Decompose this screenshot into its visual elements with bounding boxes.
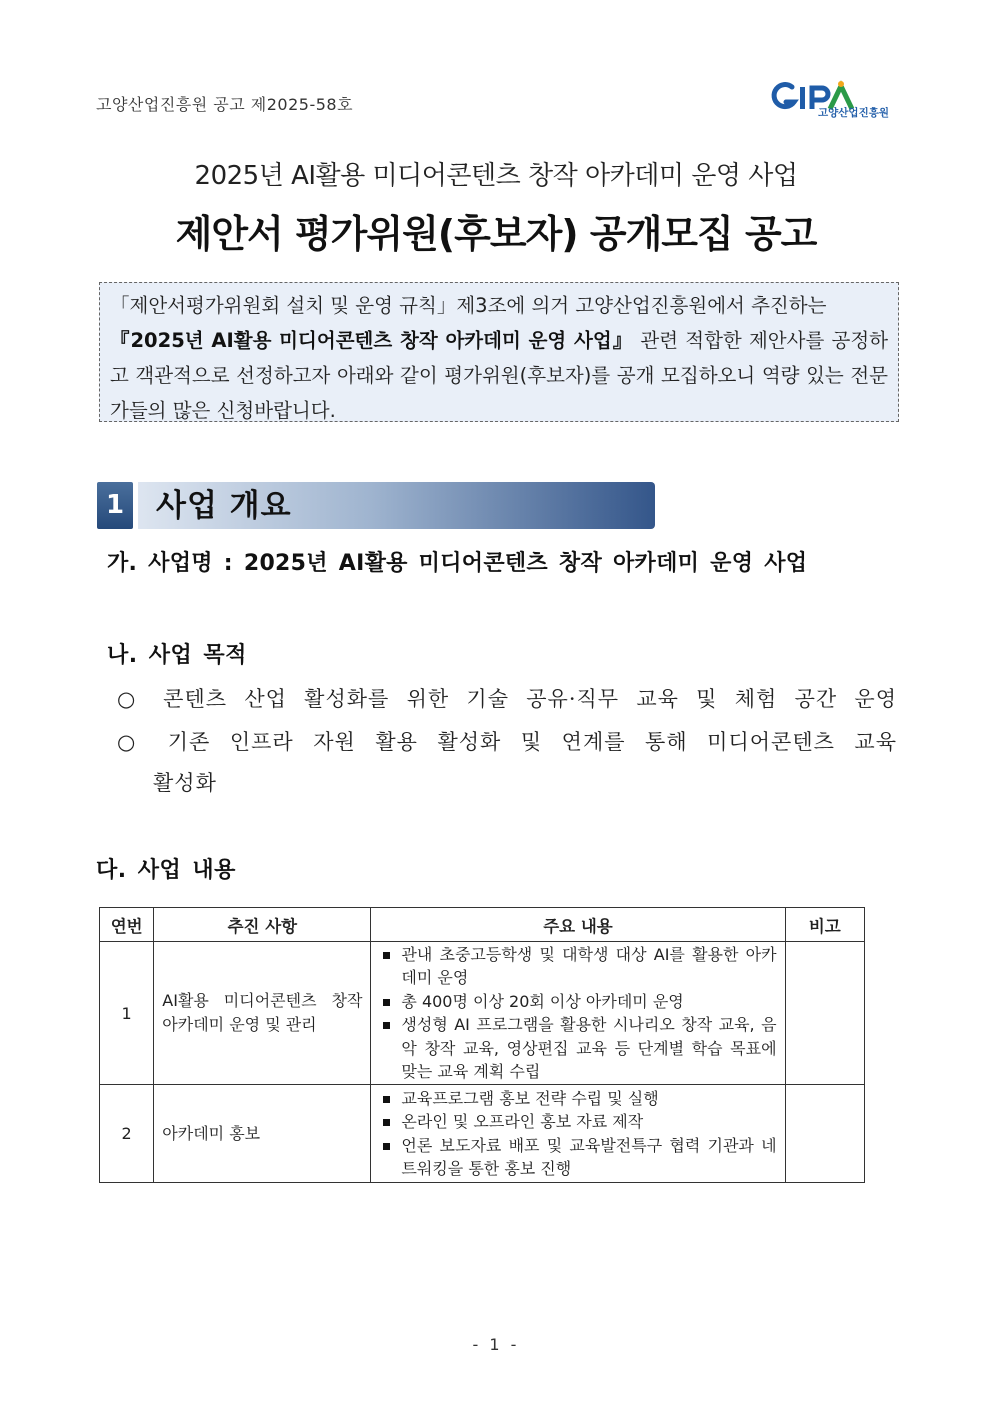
purpose-item-2: ○ 기존 인프라 자원 활용 활성화 및 연계를 통해 미디어콘텐츠 교육	[117, 730, 897, 754]
notice-number: 고양산업진흥원 공고 제2025-58호	[96, 95, 354, 114]
intro-text-2: 관련 적합한 제안사를 공정하고 객관적으로 선정하고자 아래와 같이 평가위원(후보자)를 공개 모집하오니 역량 있는 전문가들의 많은 신청바랍니다.	[110, 329, 888, 422]
table-row	[100, 1085, 865, 1183]
table-header-row	[100, 908, 865, 942]
detail-item: 총 400명 이상 20회 이상 아카데미 운영	[379, 990, 776, 1014]
gipa-logo	[770, 78, 895, 118]
document-subtitle: 2025년 AI활용 미디어콘텐츠 창작 아카데미 운영 사업	[194, 161, 798, 191]
row-details	[371, 942, 785, 1085]
detail-item: 생성형 AI 프로그램을 활용한 시나리오 창작 교육, 음악 창작 교육, 영상편집 교육 등 단계별 학습 목표에 맞는 교육 계획 수립	[379, 1013, 776, 1084]
header-detail: 주요 내용	[371, 908, 785, 942]
header-item: 추진 사항	[154, 908, 371, 942]
intro-text-1: 「제안서평가위원회 설치 및 운영 규칙」제3조에 의거 고양산업진흥원에서 추진하는	[110, 294, 827, 317]
section-number: 1	[97, 482, 133, 529]
detail-item: 관내 초중고등학생 및 대학생 대상 AI를 활용한 아카데미 운영	[379, 943, 776, 990]
row-note	[785, 1085, 864, 1183]
table-row	[100, 942, 865, 1085]
purpose-item-2-continued: 활성화	[153, 771, 217, 795]
intro-project-name: 『2025년 AI활용 미디어콘텐츠 창작 아카데미 운영 사업』	[110, 329, 634, 352]
row-details	[371, 1085, 785, 1183]
detail-item: 교육프로그램 홍보 전략 수립 및 실행	[379, 1087, 776, 1111]
row-number: 1	[100, 942, 154, 1085]
row-item: 아카데미 홍보	[154, 1085, 371, 1183]
document-title: 제안서 평가위원(후보자) 공개모집 공고	[175, 212, 817, 256]
purpose-item-1: ○ 콘텐츠 산업 활성화를 위한 기술 공유·직무 교육 및 체험 공간 운영	[117, 687, 897, 711]
project-content-heading: 다. 사업 내용	[96, 858, 236, 883]
row-note	[785, 942, 864, 1085]
logo-text: 고양산업진흥원	[818, 107, 890, 118]
project-name: 가. 사업명 : 2025년 AI활용 미디어콘텐츠 창작 아카데미 운영 사업	[107, 551, 808, 576]
page-number: - 1 -	[472, 1335, 520, 1354]
detail-item: 온라인 및 오프라인 홍보 자료 제작	[379, 1110, 776, 1134]
project-content-table	[99, 907, 865, 1183]
row-item: AI활용 미디어콘텐츠 창작 아카데미 운영 및 관리	[154, 942, 371, 1085]
header-note: 비고	[785, 908, 864, 942]
section-heading: 사업 개요	[156, 488, 292, 524]
intro-box	[99, 282, 899, 422]
row-number: 2	[100, 1085, 154, 1183]
header-no: 연번	[100, 908, 154, 942]
project-purpose-heading: 나. 사업 목적	[107, 643, 247, 668]
detail-item: 언론 보도자료 배포 및 교육발전특구 협력 기관과 네트워킹을 통한 홍보 진행	[379, 1134, 776, 1181]
